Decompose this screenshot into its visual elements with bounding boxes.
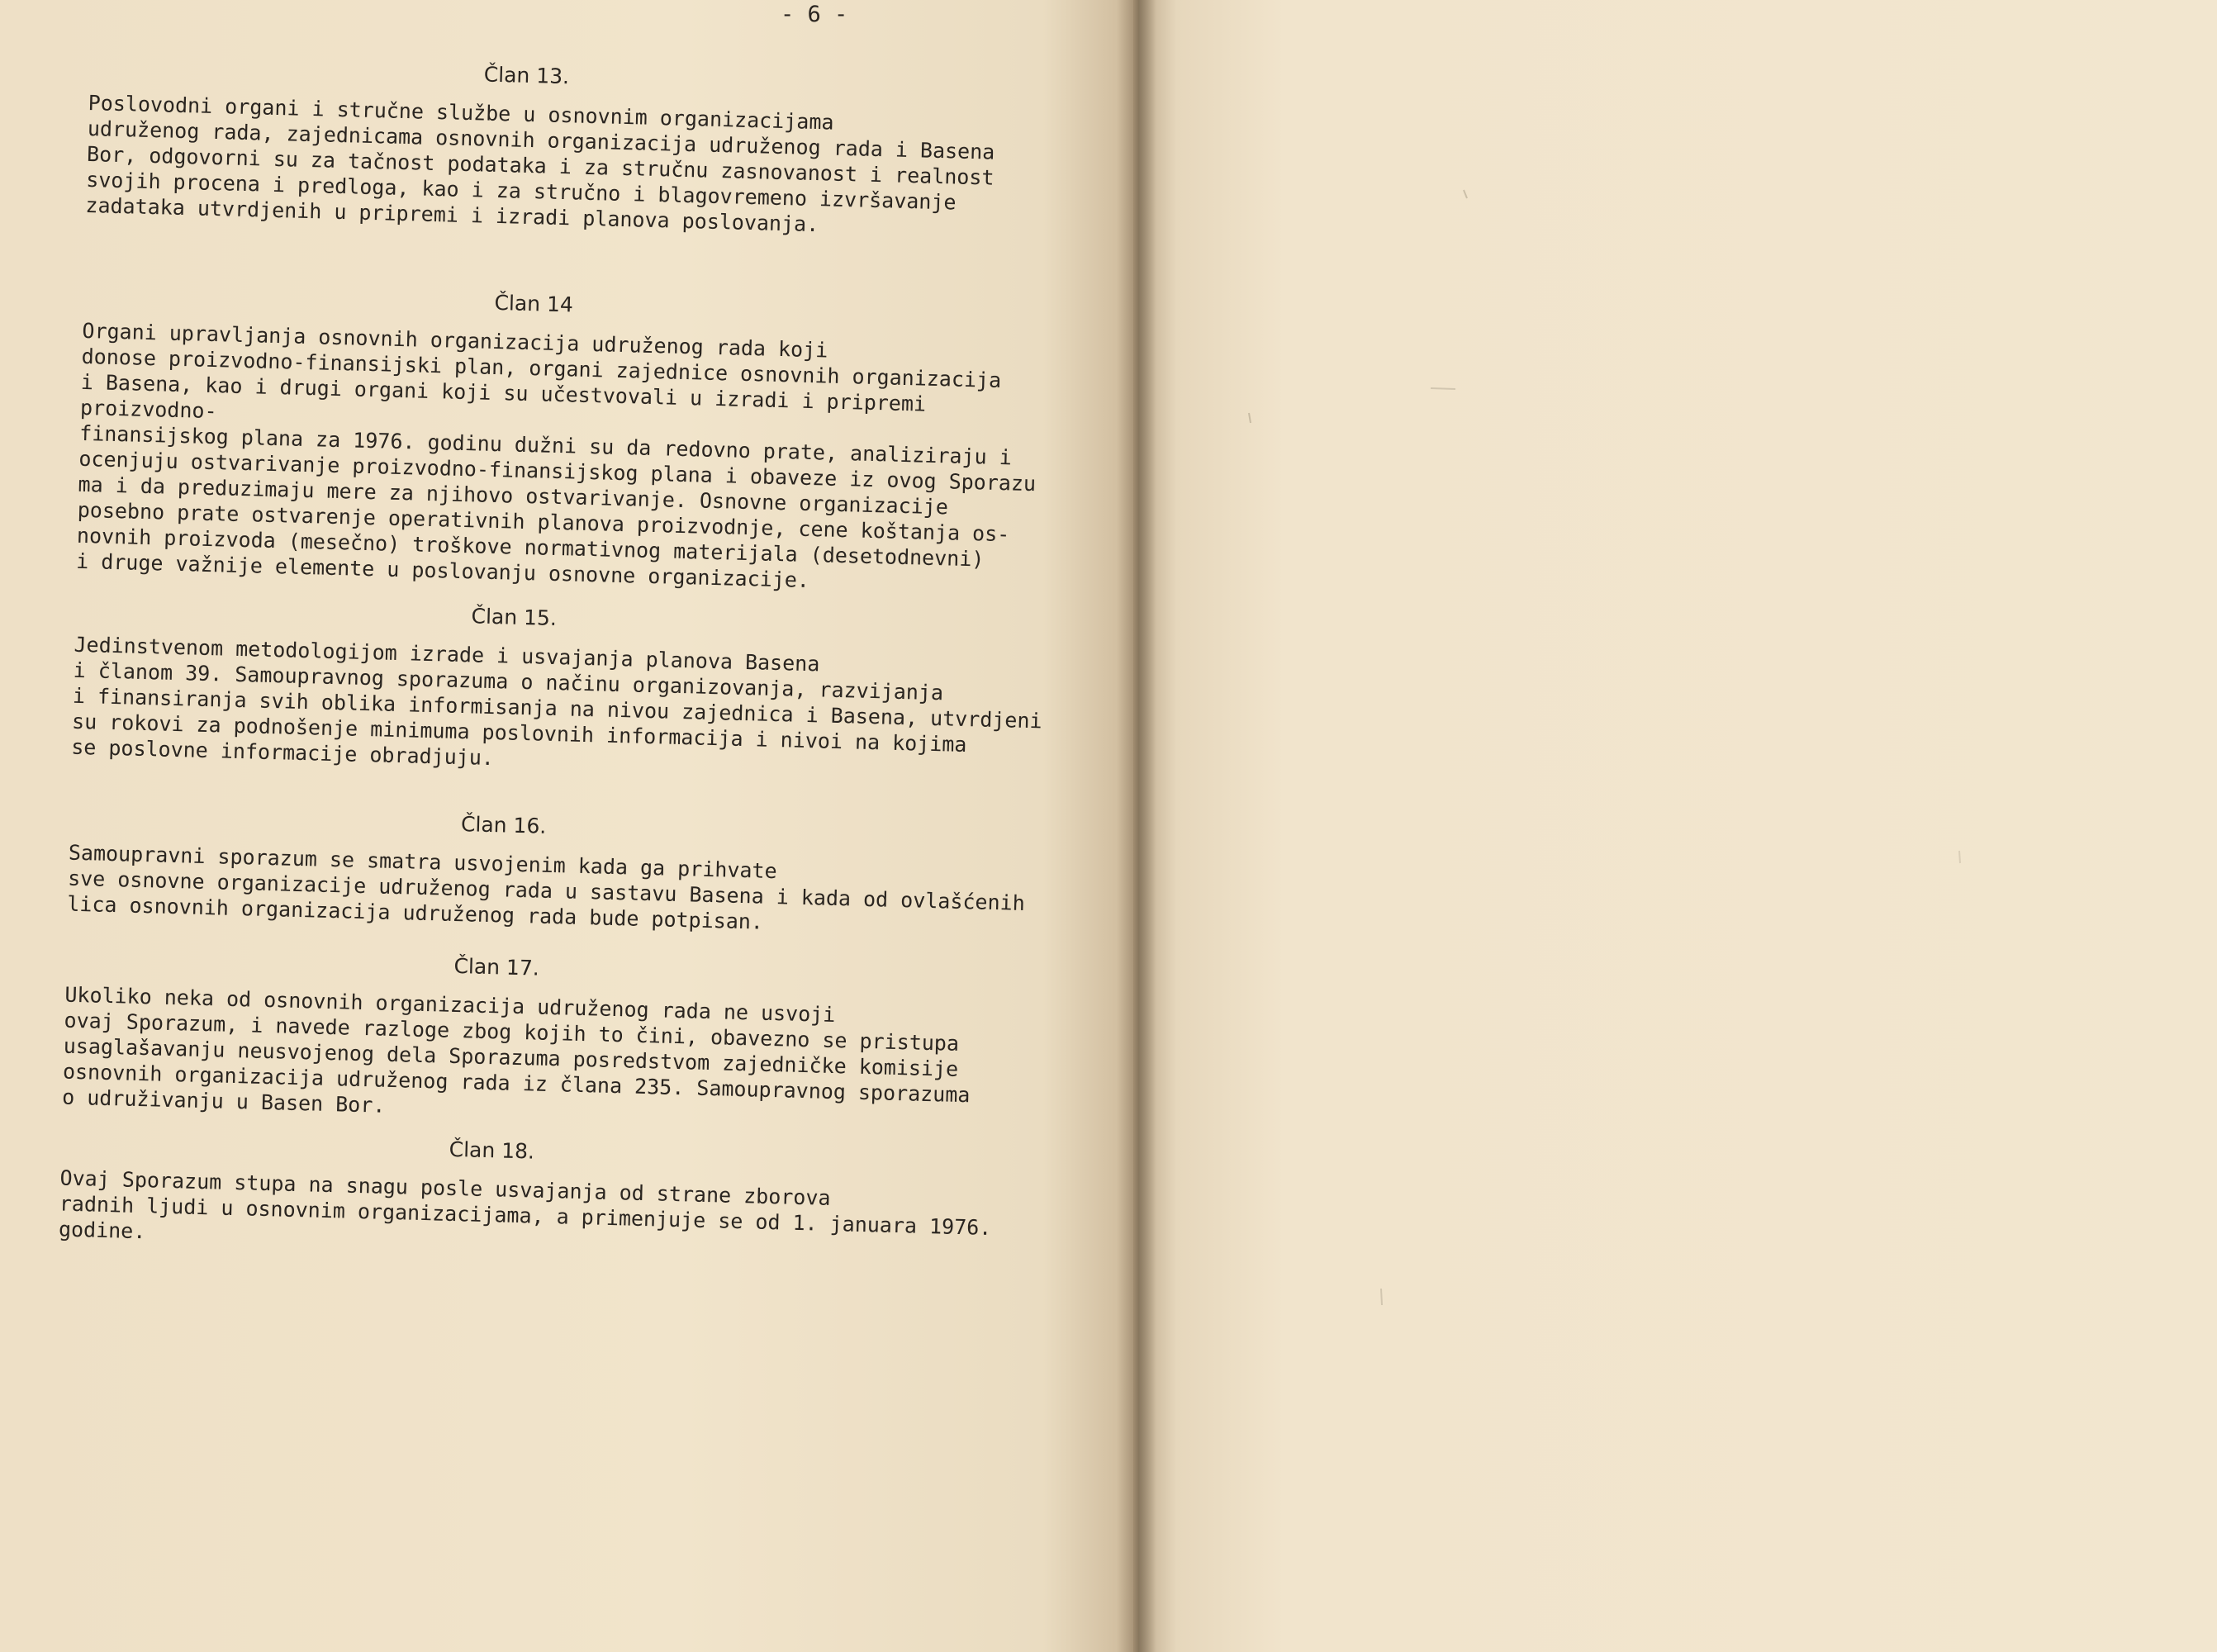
article-15 xyxy=(71,593,1058,786)
article-body: Jedinstvenom metodologijom izrade i usvajanja planova Basena i članom 39. Samoupravnog sporazuma o načinu organizovanja, razvijanja i finansiranja svih oblika informisanja na nivou zajednica i Basena, utvrdjeni su rokovi za podnošenje minimuma poslovnih informacija i nivoi na kojima se poslovne informacije obradjuju. xyxy=(70,632,1042,771)
article-heading: Član 17. xyxy=(453,953,540,980)
article-heading: Član 14 xyxy=(494,290,574,317)
article-17 xyxy=(62,943,1049,1136)
right-page xyxy=(1133,0,2217,1652)
page-number: - 6 - xyxy=(781,2,848,27)
article-13 xyxy=(85,51,1072,244)
article-body: Ukoliko neka od osnovnih organizacija udruženog rada ne usvoji ovaj Sporazum, i navede razloge zbog kojih to čini, obavezno se pristupa usaglašavanju neusvojenog dela Sporazuma posredstvom zajedničke komisije osnovnih organizacija udruženog rada iz člana 235. Samoupravnog sporazuma o udruživanju u Basen Bor. xyxy=(61,982,971,1118)
article-heading: Član 15. xyxy=(471,604,558,631)
article-14 xyxy=(76,279,1066,600)
article-heading: Član 13. xyxy=(483,62,570,89)
article-18 xyxy=(59,1127,1044,1268)
document-text xyxy=(58,0,1074,1244)
article-16 xyxy=(67,801,1052,942)
article-body: Organi upravljanja osnovnih organizacija udruženog rada koji donose proizvodno-finansijski plan, organi zajednice osnovnih organizacija i Basena, kao i drugi organi koji su učestvovali u izradi i pripremi proizvodno- finansijskog plana za 1976. godinu dužni su da redovno prate, analiziraju i ocenjuju ostvarivanje proizvodno-finansijskog plana i obaveze iz ovog Sporazu ma i da preduzimaju mere za njihovo ostvarivanje. Osnovne organizacije posebno prate ostvarenje operativnih planova proizvodnje, cene koštanja os- novnih proizvoda (mesečno) troškove normativnog materijala (desetodnevni) i druge važnije elemente u poslovanju osnovne organizacije. xyxy=(75,318,1037,593)
article-body: Ovaj Sporazum stupa na snagu posle usvajanja od strane zborova radnih ljudi u osnovnim organizacijama, a primenjuje se od 1. januara 1976. godine. xyxy=(58,1165,992,1244)
article-heading: Član 18. xyxy=(449,1137,535,1164)
article-heading: Član 16. xyxy=(460,812,547,838)
article-body: Samoupravni sporazum se smatra usvojenim kada ga prihvate sve osnovne organizacije udruženog rada u sastavu Basena i kada od ovlašćenih lica osnovnih organizacija udruženog rada bude potpisan. xyxy=(66,840,1026,934)
paper-texture xyxy=(1133,0,2217,1652)
article-body: Poslovodni organi i stručne službe u osnovnim organizacijama udruženog rada, zajednicama osnovnih organizacija udruženog rada i Basena Bor, odgovorni su za tačnost podataka i za stručnu zasnovanost i realnost svojih procena i predloga, kao i za stručno i blagovremeno izvršavanje zadataka utvrdjenih u pripremi i izradi planova poslovanja. xyxy=(85,90,995,237)
book-gutter xyxy=(1117,0,1156,1652)
